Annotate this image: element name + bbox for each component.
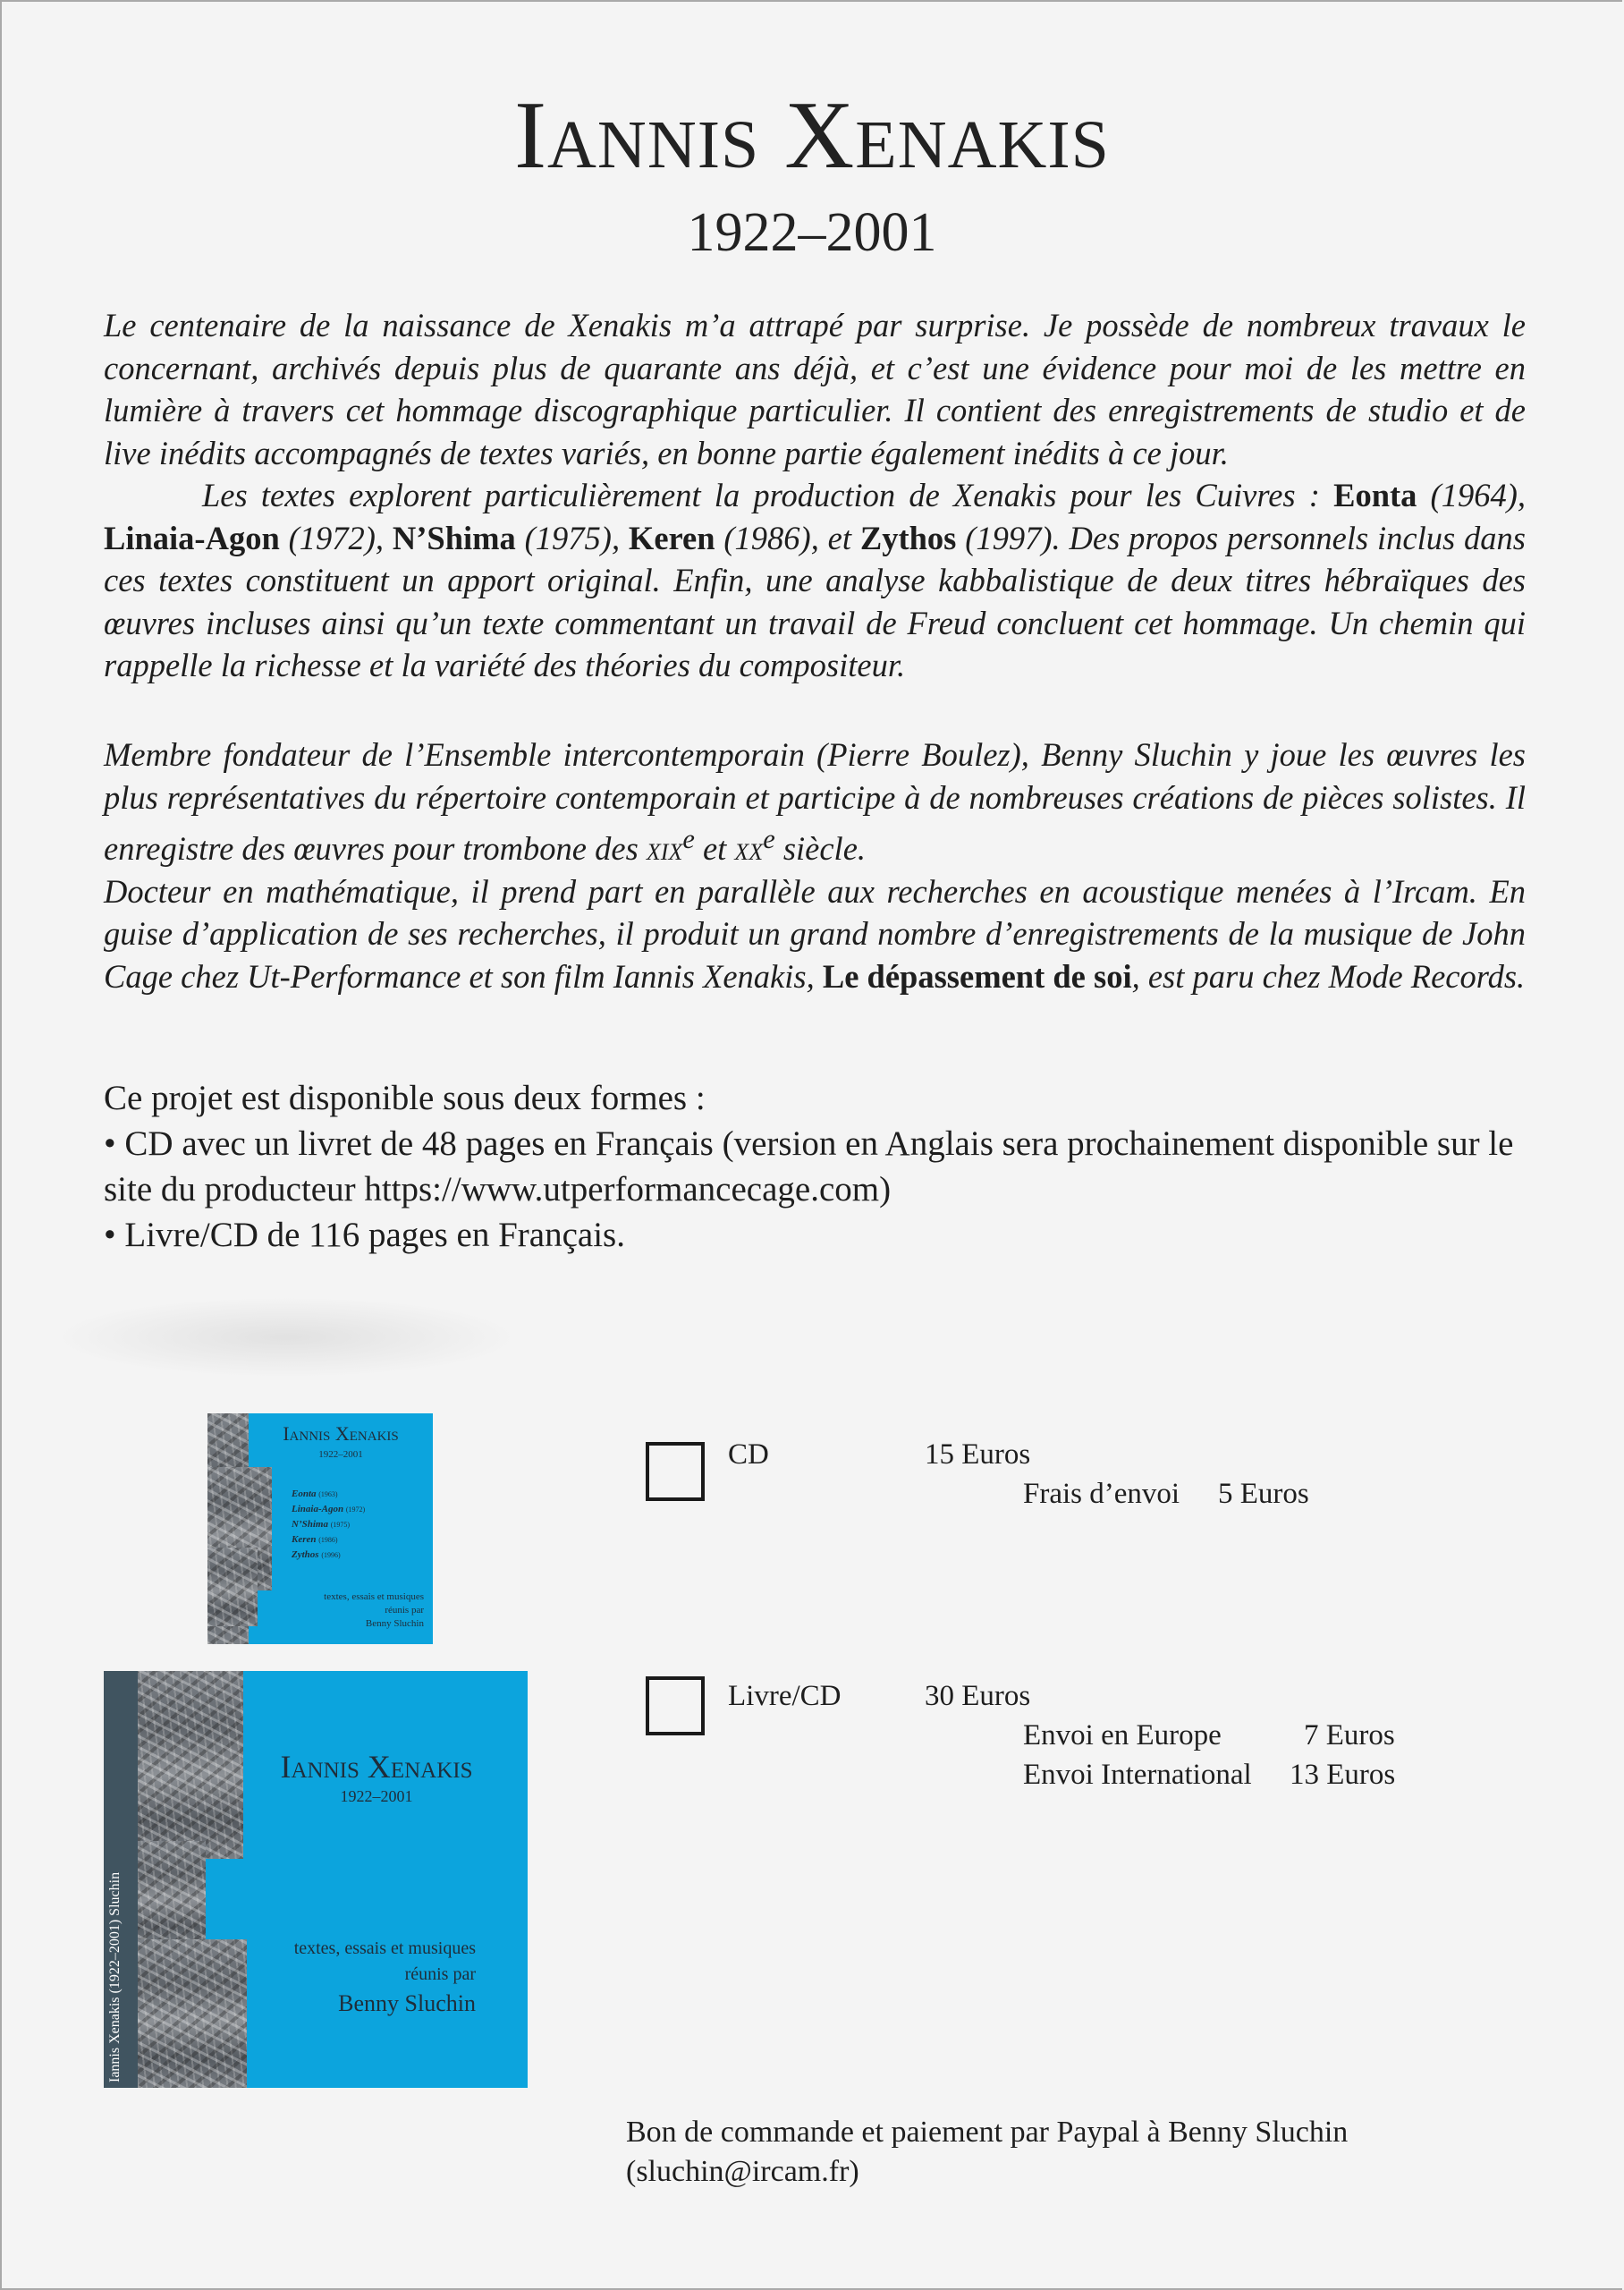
book-cover-credits xyxy=(294,1936,476,2020)
cd-order-checkbox[interactable] xyxy=(646,1442,705,1501)
cd-cover-sub2: réunis par xyxy=(385,1605,424,1616)
bio-text xyxy=(104,734,1526,997)
cd-cover-years: 1922–2001 xyxy=(318,1449,363,1460)
cd-cover-credits xyxy=(324,1590,424,1631)
intro-p2-lead: Les textes explorent particulièrement la production de Xenakis pour les Cuivres : xyxy=(202,477,1334,513)
work-eonta: Eonta xyxy=(1333,477,1417,513)
page-title: Iannis Xenakis xyxy=(514,82,1110,189)
book-cover-mosaic xyxy=(138,1671,243,1859)
europe-shipping-label: Envoi en Europe xyxy=(1023,1719,1222,1751)
work-zythos-year: (1997). xyxy=(956,519,1061,556)
book-cover-mosaic xyxy=(138,1841,206,1948)
work-linaia-agon-year: (1972), xyxy=(279,519,393,556)
cd-cover-work xyxy=(292,1532,365,1548)
offer-section xyxy=(104,1075,1535,1258)
book-cover-title: Iannis Xenakis xyxy=(280,1749,473,1785)
cd-cover-image xyxy=(207,1413,433,1644)
cd-work-name: N’Shima xyxy=(292,1519,328,1530)
book-cover-author: Benny Sluchin xyxy=(338,1990,476,2016)
work-zythos: Zythos xyxy=(859,519,957,556)
book-order-checkbox[interactable] xyxy=(646,1676,705,1735)
cd-work-year: (1986) xyxy=(318,1536,338,1544)
cd-cover-work xyxy=(292,1502,365,1517)
work-eonta-year: (1964), xyxy=(1417,477,1526,513)
intl-shipping-price: 13 Euros xyxy=(1290,1759,1396,1791)
book-cover-mosaic xyxy=(138,1939,247,2088)
century-19-sup: e xyxy=(682,824,695,854)
cd-cover-title: Iannis Xenakis xyxy=(283,1422,399,1445)
cd-option-label: CD xyxy=(728,1438,769,1471)
work-linaia-agon: Linaia-Agon xyxy=(104,519,280,556)
book-cover-years: 1922–2001 xyxy=(340,1787,413,1805)
cd-work-year: (1975) xyxy=(330,1521,351,1529)
film-title: Le dépassement de soi xyxy=(822,957,1132,995)
bio-p1-lead: Membre fondateur de l’Ensemble intercontemporain (Pierre Boulez), Benny Sluchin y joue les œuvres les plus représentatives du répertoire contemporain et participe à de nombreuses créations de pièces solistes. Il enregistre des œuvres pour trombone des xyxy=(104,736,1526,868)
book-spine-text: Iannis Xenakis (1922–2001) Sluchin xyxy=(107,1871,123,2082)
bio-p2-end: , est paru chez Mode Records. xyxy=(1131,957,1526,995)
work-nshima-year: (1975), xyxy=(515,519,629,556)
book-cover-sub1: textes, essais et musiques xyxy=(293,1938,476,1958)
book-price: 30 Euros xyxy=(925,1680,1031,1712)
offer-item-book: • Livre/CD de 116 pages en Français. xyxy=(104,1216,625,1254)
cd-work-name: Eonta xyxy=(292,1488,317,1499)
century-20-sup: e xyxy=(763,824,775,854)
century-19: xix xyxy=(646,830,683,868)
work-keren-year: (1986), et xyxy=(715,519,860,556)
bio-paragraph-2 xyxy=(104,870,1526,998)
cd-cover-work xyxy=(292,1487,365,1502)
century-20: xx xyxy=(734,830,764,868)
intro-p2-rest: Des propos personnels inclus dans ces textes constituent un apport original. Enfin, une analyse kabbalistique de deux titres hébraïques des œuvres incluses ainsi qu’un texte commentant un travail de Freud concluent cet hommage. Un chemin qui rappelle la richesse et la variété des théories du compositeur. xyxy=(104,519,1526,683)
cd-cover-works xyxy=(292,1487,365,1563)
offer-item-cd: • CD avec un livret de 48 pages en Français (version en Anglais sera prochainement disponible sur le site du producteur https://www.utperformancecage.com) xyxy=(104,1124,1514,1209)
intro-paragraph-2 xyxy=(104,474,1526,687)
bio-and: et xyxy=(694,830,735,868)
cd-work-name: Keren xyxy=(292,1534,317,1545)
scan-smudge xyxy=(54,1297,519,1378)
cd-cover-work xyxy=(292,1517,365,1532)
cd-work-year: (1972) xyxy=(345,1505,366,1514)
cd-cover-mosaic xyxy=(207,1548,258,1626)
page-subtitle-years: 1922–2001 xyxy=(687,202,937,263)
intl-shipping-label: Envoi International xyxy=(1023,1759,1252,1791)
cd-work-year: (1963) xyxy=(318,1490,338,1498)
cd-work-name: Zythos xyxy=(292,1549,319,1560)
cd-work-year: (1996) xyxy=(321,1551,341,1559)
work-nshima: N’Shima xyxy=(392,519,516,556)
intro-paragraph-1: Le centenaire de la naissance de Xenakis m’a attrapé par surprise. Je possède de nombreux travaux le concernant, archivés depuis plus de quarante ans déjà, et c’est une évidence pour moi de les mettre en lumière à travers cet hommage discographique particulier. Il contient des enregistrements de studio et de live inédits accompagnés de textes variés, en bonne partie également inédits à ce jour. xyxy=(104,307,1526,471)
cd-price: 15 Euros xyxy=(925,1438,1031,1471)
order-email[interactable]: (sluchin@ircam.fr) xyxy=(626,2155,859,2188)
offer-intro: Ce projet est disponible sous deux formes : xyxy=(104,1079,706,1117)
cd-cover-author: Benny Sluchin xyxy=(365,1618,424,1629)
intro-text xyxy=(104,304,1526,687)
work-keren: Keren xyxy=(628,519,715,556)
cd-shipping-label: Frais d’envoi xyxy=(1023,1478,1180,1510)
order-instructions: Bon de commande et paiement par Paypal à Benny Sluchin xyxy=(626,2116,1349,2149)
bio-p1-end: siècle. xyxy=(774,830,867,868)
cd-work-name: Linaia-Agon xyxy=(292,1504,344,1514)
bio-p2-lead: Docteur en mathématique, il prend part en parallèle aux recherches en acoustique menées à l’Ircam. En guise d’application de ses recherches, il produit un grand nombre d’enregistrements de la musique de John Cage chez Ut-Performance et son film Iannis Xenakis, xyxy=(104,872,1526,995)
cd-cover-sub1: textes, essais et musiques xyxy=(324,1591,424,1602)
europe-shipping-price: 7 Euros xyxy=(1304,1719,1395,1751)
book-cover-image xyxy=(104,1671,528,2088)
book-cover-sub2: réunis par xyxy=(404,1964,476,1984)
cd-cover-work xyxy=(292,1548,365,1563)
book-option-label: Livre/CD xyxy=(728,1680,842,1712)
bio-paragraph-1 xyxy=(104,734,1526,870)
cd-shipping-price: 5 Euros xyxy=(1218,1478,1309,1510)
